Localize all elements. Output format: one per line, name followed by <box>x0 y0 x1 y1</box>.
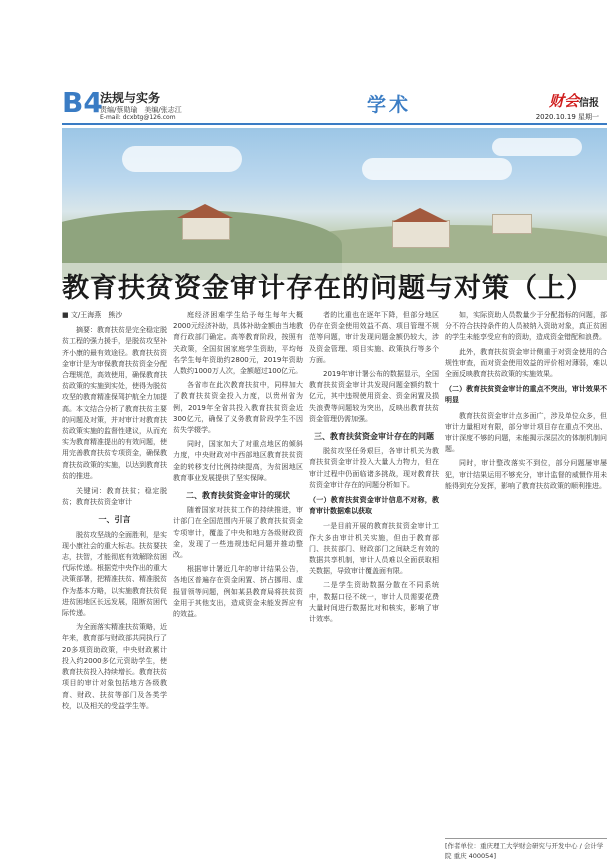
header-divider <box>62 123 607 125</box>
body-paragraph: 脱贫攻坚任务艰巨，各审计机关为教育扶贫资金审计投入大量人力物力，但在审计过程中仍面临诸多挑战，现对教育扶贫资金审计存在的问题分析如下。 <box>309 447 439 489</box>
photo-roof <box>392 208 448 222</box>
photo-cloud <box>362 158 512 180</box>
body-paragraph: 此外，教育扶贫资金审计侧重于对资金使用的合规性审查，而对资金使用效益的评价相对薄弱，难以全面反映教育扶贫政策的实施效果。 <box>445 347 607 379</box>
body-paragraph: 随着国家对扶贫工作的持续推进，审计部门在全国范围内开展了教育扶贫资金专项审计，覆盖了中央和地方各级财政资金，发现了一些违规违纪问题并推动整改。 <box>173 506 303 560</box>
section-email: E-mail: dcxbtg@126.com <box>100 114 176 121</box>
body-paragraph: 根据审计署近几年的审计结果公告，各地区普遍存在资金闲置、挤占挪用、虚报冒领等问题，例如某县教育局将扶贫资金用于其他支出，造成资金未能发挥应有的效益。 <box>173 565 303 619</box>
photo-cloud <box>492 138 582 156</box>
brand-name: 财会 <box>548 92 579 110</box>
section-name: 学术 <box>367 94 412 116</box>
abstract-paragraph: 摘要：教育扶贫是完全稳定脱贫工程的强力援手，是脱贫攻坚补齐小康的最有效途径。教育扶贫资金审计是为审保教育扶贫资金分配合理规范，高效使用，确保教育扶贫政策的实施到实处，使得为脱贫攻坚的教育精准保驾护航全力加提高。本文结合分析了教育扶贫主要的问题及对策，并对审计对教育扶贫政策实施的监督性建议，从而充实为教育精准提出的有效问题，使用完善教育扶贫专项资金，确保教育扶贫政策的实施，以达到教育扶贫的推进。 <box>62 326 167 480</box>
headline-photo <box>62 128 607 280</box>
author-affiliation: [作者单位：重庆理工大学财会研究与开发中心 / 会计学院 重庆 400054] <box>445 838 607 861</box>
body-paragraph: 脱贫攻坚战的全面胜利，是实现小康社会的重大标志。扶贫要扶志，扶智，才能彻底有效解除贫困代际传递。根据党中央作出的重大决策部署，把精准扶贫、精准脱贫作为基本方略，以实施教育扶贫促进贫困地区长远发展，阻断贫困代际传递。 <box>62 530 167 618</box>
body-paragraph: 各省市在此次教育扶贫中，同样加大了教育扶贫资金投入力度，以贵州省为例，2019年全省共投入教育扶贫资金近300亿元，确保了义务教育阶段学生不因贫失学辍学。 <box>173 381 303 435</box>
photo-building <box>492 214 532 234</box>
body-paragraph: 同时，国家加大了对重点地区的倾斜力度，中央财政对中西部地区教育扶贫资金的转移支付比例持续提高，为贫困地区教育事业发展提供了坚实保障。 <box>173 440 303 482</box>
article-column-1 <box>62 310 167 840</box>
section-editors: 责编/蔡勋瑜 美编/张志江 <box>100 106 182 114</box>
photo-building <box>392 220 450 248</box>
body-paragraph: 者的比重也在逐年下降，但部分地区仍存在资金使用效益不高、项目管理不规范等问题，审计发现问题金额仍较大，涉及资金管理、项目实施、政策执行等多个方面。 <box>309 311 439 364</box>
page-header <box>62 88 607 122</box>
body-paragraph: 一是目前开展的教育扶贫资金审计工作大多由审计机关实施，但由于教育部门、扶贫部门、财政部门之间缺乏有效的数据共享机制，审计人员难以全面获取相关数据，导致审计覆盖面有限。 <box>309 522 439 576</box>
photo-building <box>182 216 230 240</box>
body-paragraph: 教育扶贫资金审计点多面广，涉及单位众多，但审计力量相对有限，部分审计项目存在重点不突出、审计深度不够的问题，未能揭示深层次的体制机制问题。 <box>445 411 607 454</box>
section-title: 法规与实务 <box>100 91 161 105</box>
article-authors: ■ 文/王海燕 熊沙 <box>62 311 123 319</box>
body-paragraph: 2019年审计署公布的数据显示，全国教育扶贫资金审计共发现问题金额约数十亿元，其中违规使用资金、资金闲置及损失浪费等问题较为突出，反映出教育扶贫资金管理仍需加强。 <box>309 370 439 423</box>
article-column-3 <box>309 310 439 840</box>
article-column-2 <box>173 310 303 840</box>
section-heading-intro: 一、引言 <box>98 515 131 525</box>
issue-date: 2020.10.19 星期一 <box>535 113 599 121</box>
brand-sub: 信报 <box>579 98 599 109</box>
subsection-heading: （一）教育扶贫资金审计信息不对称，教育审计数据难以获取 <box>309 496 439 516</box>
article-column-4 <box>445 310 607 840</box>
body-paragraph: 庭经济困难学生给予每生每年大概2000元经济补助，具体补助金额由当地教育行政部门确定。高等教育阶段，按照有关政策，全国贫困家庭学生资助，平均每名学生每年资助约2800元，2019年资助人数约1000万人次，金额超过100亿元。 <box>173 311 303 376</box>
keywords-paragraph: 关键词：教育扶贫；稳定脱贫；教育扶贫资金审计 <box>62 487 167 507</box>
body-paragraph: 二是学生资助数据分散在不同系统中，数据口径不统一，审计人员需要花费大量时间进行数据比对和核实，影响了审计效率。 <box>309 581 439 624</box>
section-letter: B4 <box>62 86 103 119</box>
body-paragraph: 如，实际资助人员数量少于分配指标的问题，部分不符合扶持条件的人员被纳入资助对象，真正贫困的学生未能享受应有的资助，造成资金错配和浪费。 <box>445 311 607 342</box>
article-title: 教育扶贫资金审计存在的问题与对策（上） <box>62 273 594 304</box>
section-heading-status: 二、教育扶贫资金审计的现状 <box>186 491 290 501</box>
photo-roof <box>177 204 233 218</box>
body-paragraph: 同时，审计整改落实不到位，部分问题屡审屡犯，审计结果运用不够充分，审计监督的威慑作用未能得到充分发挥，影响了教育扶贫政策的顺利推进。 <box>445 459 607 490</box>
brand-logo <box>549 90 599 111</box>
section-heading-problems: 三、教育扶贫资金审计存在的问题 <box>314 432 434 442</box>
subsection-heading: （二）教育扶贫资金审计的重点不突出，审计效果不明显 <box>445 385 607 405</box>
photo-cloud <box>122 146 242 172</box>
body-paragraph: 为全面落实精准扶贫策略，近年来，教育部与财政部共同执行了20多项资助政策，中央财政累计投入约2000多亿元资助学生，使教育扶贫投入持续增长。教育扶贫项目的审计对象包括地方各级教育、财政、扶贫等部门及各类学校，以及相关的受益学生等。 <box>62 623 167 710</box>
